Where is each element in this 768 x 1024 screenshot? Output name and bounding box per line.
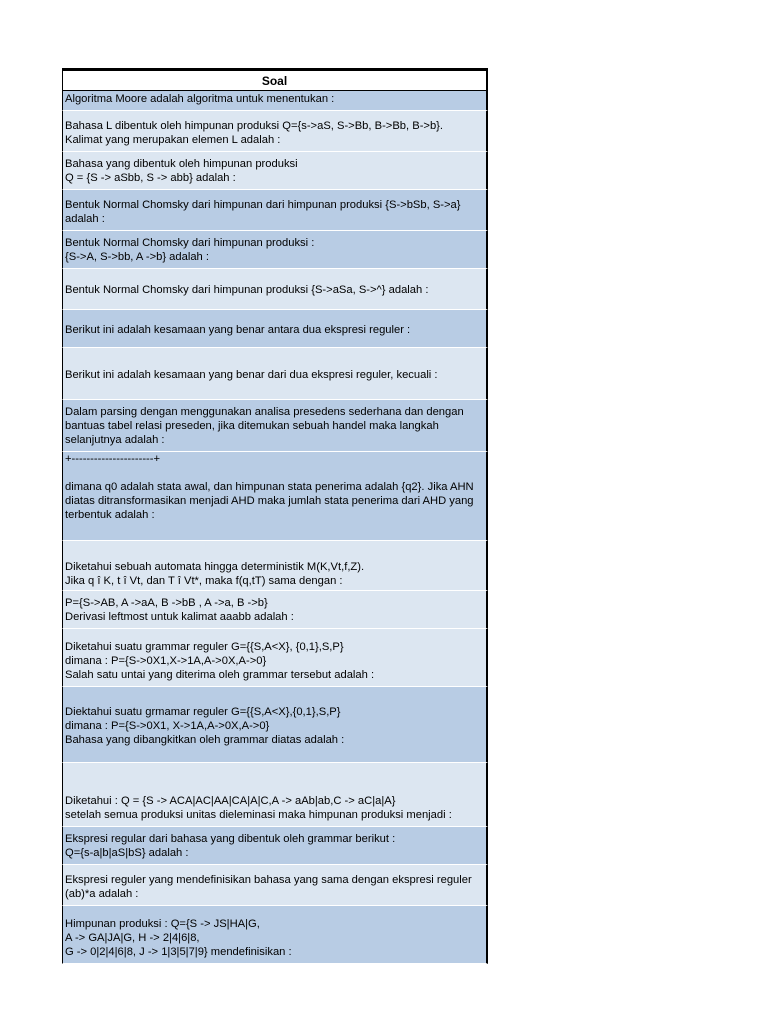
question-row-3[interactable] xyxy=(62,152,488,190)
question-row-16[interactable] xyxy=(62,827,488,865)
question-row-7[interactable] xyxy=(62,310,488,348)
question-row-17[interactable] xyxy=(62,865,488,906)
question-sheet xyxy=(62,68,488,964)
question-text: Diketahui sebuah automata hingga deterministik M(K,Vt,f,Z). Jika q î K, t î Vt, dan T î Vt*, maka f(q,tT) sama dengan : xyxy=(65,561,365,587)
question-row-2[interactable] xyxy=(62,111,488,152)
question-row-15[interactable] xyxy=(62,763,488,827)
question-text: Algoritma Moore adalah algoritma untuk menentukan : xyxy=(65,93,335,105)
question-text: Himpunan produksi : Q={S -> JS|HA|G, A -> GA|JA|G, H -> 2|4|6|8, G -> 0|2|4|6|8, J -> 1|3|5|7|9} mendefinisikan : xyxy=(65,918,292,958)
question-row-10[interactable] xyxy=(62,452,488,541)
question-text: Berikut ini adalah kesamaan yang benar antara dua ekspresi reguler : xyxy=(65,323,411,336)
question-row-4[interactable] xyxy=(62,190,488,231)
question-text: Berikut ini adalah kesamaan yang benar dari dua ekspresi reguler, kecuali : xyxy=(65,368,438,381)
question-row-5[interactable] xyxy=(62,231,488,269)
question-row-11[interactable] xyxy=(62,541,488,591)
question-text: Diketahui : Q = {S -> ACA|AC|AA|CA|A|C,A -> aAb|ab,C -> aC|a|A} setelah semua produksi unitas dieleminasi maka himpunan produksi menjadi : xyxy=(65,795,452,821)
question-text: Bentuk Normal Chomsky dari himpunan dari himpunan produksi {S->bSb, S->a} adalah : xyxy=(65,199,461,225)
question-text: Diketahui suatu grammar reguler G={{S,A<X}, {0,1},S,P} dimana : P={S->0X1,X->1A,A->0X,A->0} Salah satu untai yang diterima oleh grammar tersebut adalah : xyxy=(65,641,375,681)
question-text: P={S->AB, A ->aA, B ->bB , A ->a, B ->b} Derivasi leftmost untuk kalimat aaabb adalah : xyxy=(65,597,294,623)
question-row-18[interactable] xyxy=(62,906,488,964)
question-row-14[interactable] xyxy=(62,687,488,763)
question-text: Bahasa yang dibentuk oleh himpunan produksi Q = {S -> aSbb, S -> abb} adalah : xyxy=(65,158,298,184)
column-header-soal[interactable]: Soal xyxy=(62,68,488,91)
question-text: +----------------------+ dimana q0 adalah stata awal, dan himpunan stata penerima adalah {q2}. Jika AHN diatas ditransformasikan menjadi AHD maka jumlah stata penerima dari AHD yang terbentuk adalah : xyxy=(65,453,474,521)
question-row-6[interactable] xyxy=(62,269,488,310)
question-text: Ekspresi regular dari bahasa yang dibentuk oleh grammar berikut : Q={s-a|b|aS|bS} adalah : xyxy=(65,833,396,859)
question-row-8[interactable] xyxy=(62,348,488,400)
question-text: Bentuk Normal Chomsky dari himpunan produksi : {S->A, S->bb, A ->b} adalah : xyxy=(65,237,315,263)
question-text: Bentuk Normal Chomsky dari himpunan produksi {S->aSa, S->^} adalah : xyxy=(65,284,429,296)
question-text: Diektahui suatu grmamar reguler G={{S,A<X},{0,1},S,P} dimana : P={S->0X1, X->1A,A->0X,A->0} Bahasa yang dibangkitkan oleh grammar diatas adalah : xyxy=(65,705,345,746)
question-row-1[interactable] xyxy=(62,91,488,111)
question-row-13[interactable] xyxy=(62,629,488,687)
question-text: Dalam parsing dengan menggunakan analisa presedens sederhana dan dengan bantuas tabel relasi preseden, jika ditemukan sebuah handel maka langkah selanjutnya adalah : xyxy=(65,406,464,446)
question-text: Bahasa L dibentuk oleh himpunan produksi Q={s->aS, S->Bb, B->Bb, B->b}. Kalimat yang merupakan elemen L adalah : xyxy=(65,120,444,146)
question-row-9[interactable] xyxy=(62,400,488,452)
question-text: Ekspresi reguler yang mendefinisikan bahasa yang sama dengan ekspresi reguler (ab)*a adalah : xyxy=(65,874,472,900)
question-row-12[interactable] xyxy=(62,591,488,629)
